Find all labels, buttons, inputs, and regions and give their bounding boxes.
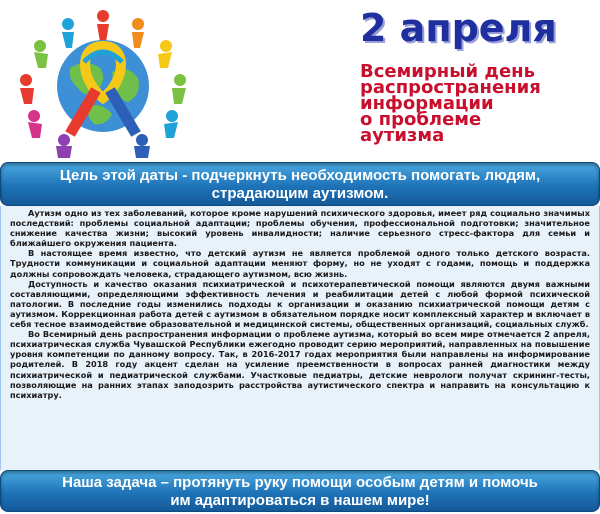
header-area bbox=[0, 0, 600, 160]
title-line: информации bbox=[360, 93, 494, 114]
event-date: 2 апреля bbox=[360, 6, 557, 50]
title-line: о проблеме bbox=[360, 109, 482, 130]
mission-banner-line: им адаптироваться в нашем мире! bbox=[170, 492, 430, 509]
event-title bbox=[360, 61, 590, 146]
paragraph: Аутизм одно из тех заболеваний, которое кроме нарушений психического здоровья, имеет ряд социально значимых последствий: проблемы социальной адаптации; проблемы обучения, профессиональной подготовки; значительное снижение качества жизни; высокий уровень инвалидности; наличие серьезного стресс-фактора для семьи и ближайшего окружения пациента. bbox=[10, 208, 590, 249]
paragraph: Во Всемирный день распространения информации о проблеме аутизма, который во всем мире отмечается 2 апреля, психиатрическая служба Чувашской Республики ежегодно проводит серию мероприятий, направленных на повышение уровня компетенции по данному вопросу. Так, в 2016-2017 годах мероприятия были направлены на информирование родителей. В 2018 году акцент сделан на усиление преемственности в вопросах ранней диагностики между психиатрической и педиатрической службами. Участковые педиатры, детские неврологи получат скрининг-тесты, позволяющие на ранних этапах заподозрить расстройства аутистического спектра и направить на консультацию к психиатру. bbox=[10, 329, 590, 400]
title-line: распространения bbox=[360, 77, 541, 98]
mission-banner-line: Наша задача – протянуть руку помощи особым детям и помочь bbox=[62, 474, 538, 491]
paragraph: В настоящее время известно, что детский аутизм не является проблемой одного только детского возраста. Трудности коммуникации и социальной адаптации меняют форму, но не уходят с годами, помощь и поддержка должны сопровождать человека, страдающего аутизмом, всю жизнь. bbox=[10, 248, 590, 279]
goal-banner bbox=[0, 162, 600, 206]
article-body bbox=[10, 208, 590, 400]
globe-ribbon-emblem bbox=[8, 2, 198, 158]
mission-banner bbox=[0, 470, 600, 512]
title-line: аутизма bbox=[360, 125, 445, 146]
paragraph: Доступность и качество оказания психиатрической и психотерапевтической помощи являются двумя важными составляющими, определяющими эффективность лечения и реабилитации детей с любой формой психической патологии. В последние годы изменились подходы к организации и оказанию психиатрической помощи детям с аутизмом. Коррекционная работа детей с аутизмом в обязательном порядке носит комплексный характер и включает в себя тесное взаимодействие образовательной и медицинской системы, общественных организаций, социальных служб. bbox=[10, 278, 590, 330]
title-line: Всемирный день bbox=[360, 61, 535, 82]
goal-banner-line: страдающим аутизмом. bbox=[211, 185, 389, 202]
goal-banner-line: Цель этой даты - подчеркнуть необходимость помогать людям, bbox=[59, 167, 541, 184]
